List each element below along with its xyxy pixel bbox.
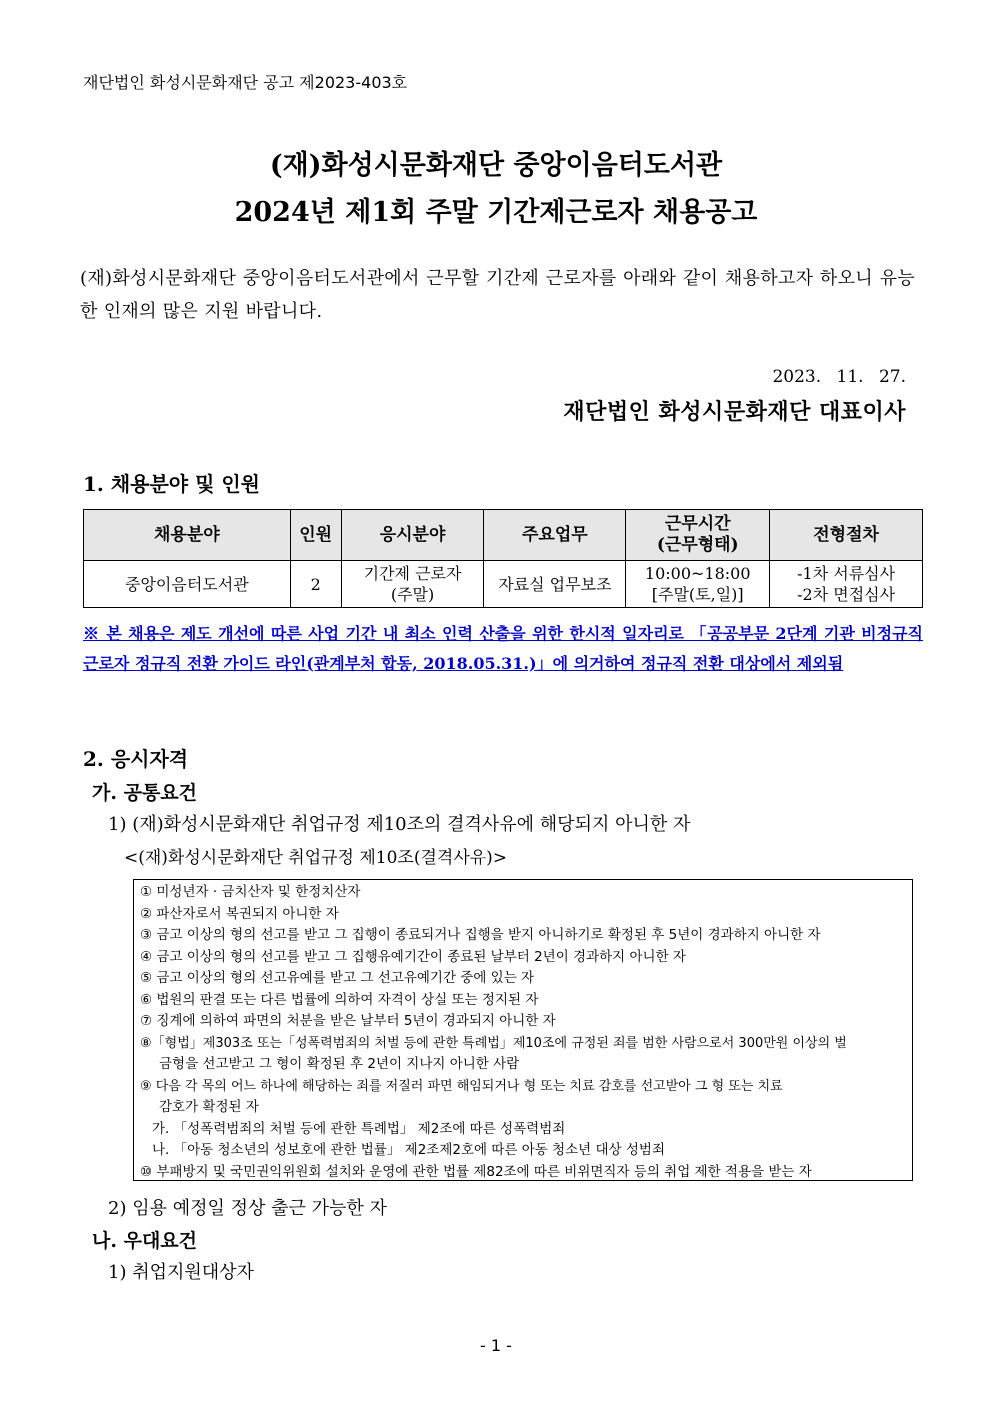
requirement-item-1: 1) (재)화성시문화재단 취업규정 제10조의 결격사유에 해당되지 아니한 자 [108,814,691,835]
intro-paragraph: (재)화성시문화재단 중앙이음터도서관에서 근무할 기간제 근로자를 아래와 같이 채용하고자 하오니 유능한 인재의 많은 지원 바랍니다. [80,268,915,322]
cell-process-line2: -2차 면접심사 [797,585,896,604]
cell-hours-line1: 10:00~18:00 [644,564,751,583]
recruitment-table [83,509,923,608]
cell-process-line1: -1차 서류심사 [797,564,896,583]
cell-field: 중앙이음터도서관 [84,561,291,608]
section1-heading: 1. 채용분야 및 인원 [83,472,261,496]
page-title-line1: (재)화성시문화재단 중앙이음터도서관 [269,150,723,181]
rule-caption: <(재)화성시문화재단 취업규정 제10조(결격사유)> [124,848,508,868]
disqualification-box [133,879,913,1181]
header-duty: 주요업무 [484,510,626,561]
rule-9-cont: 감호가 확정된 자 [159,1099,259,1115]
cell-type-line1: 기간제 근로자 [363,564,462,583]
rule-3: ③ 금고 이상의 형의 선고를 받고 그 집행이 종료되거나 집행을 받지 아니하기로 확정된 후 5년이 경과하지 아니한 자 [140,927,821,943]
cell-type-line2: (주말) [390,585,435,604]
table-header-row [84,510,923,561]
rule-10: ⑩ 부패방지 및 국민권익위원회 설치와 운영에 관한 법률 제82조에 따른 비위면직자 등의 취업 제한 적용을 받는 자 [140,1163,812,1180]
notice-date: 2023. 11. 27. [772,367,906,387]
header-type: 응시분야 [341,510,484,561]
table-row [84,561,923,608]
subsection-b-heading: 나. 우대요건 [92,1230,197,1252]
rule-8-cont: 금형을 선고받고 그 형이 확정된 후 2년이 지나지 아니한 사람 [159,1056,520,1072]
rule-6: ⑥ 법원의 판결 또는 다른 법률에 의하여 자격이 상실 또는 정지된 자 [140,991,539,1008]
header-hours-line2: (근무형태) [656,535,739,555]
rule-2: ② 파산자로서 복권되지 아니한 자 [140,905,339,922]
page-title-line2: 2024년 제1회 주말 기간제근로자 채용공고 [234,197,758,228]
header-hours [626,510,770,561]
rule-9-sub-a: 가. 「성폭력범죄의 처벌 등에 관한 특례법」 제2조에 따른 성폭력범죄 [152,1120,566,1137]
cell-hours [626,561,770,608]
header-hours-line1: 근무시간 [664,514,731,534]
rule-4: ④ 금고 이상의 형의 선고를 받고 그 집행유예기간이 종료된 날부터 2년이 경과하지 아니한 자 [140,948,686,965]
rule-8: ⑧「형법」제303조 또는「성폭력범죄의 처벌 등에 관한 특례법」제10조에 규정된 죄를 범한 사람으로서 300만원 이상의 벌 [140,1035,847,1051]
signature: 재단법인 화성시문화재단 대표이사 [563,399,906,425]
rule-9: ⑨ 다음 각 목의 어느 하나에 해당하는 죄를 저질러 파면 해임되거나 형 또는 치료 감호를 선고받아 그 형 또는 치료 [140,1078,783,1094]
header-process: 전형절차 [770,510,923,561]
cell-process [770,561,923,608]
requirement-item-2: 2) 임용 예정일 정상 출근 가능한 자 [108,1198,387,1219]
cell-count: 2 [290,561,341,608]
rule-9-sub-b: 나. 「아동 청소년의 성보호에 관한 법률」 제2조제2호에 따른 아동 청소년 대상 성범죄 [152,1142,665,1158]
preference-item-1: 1) 취업지원대상자 [108,1262,254,1283]
notice-number: 재단법인 화성시문화재단 공고 제2023-403호 [83,73,408,92]
rule-7: ⑦ 징계에 의하여 파면의 처분을 받은 날부터 5년이 경과되지 아니한 자 [140,1013,556,1029]
rule-1: ① 미성년자 · 금치산자 및 한정치산자 [140,884,361,900]
exclusion-notice: ※ 본 채용은 제도 개선에 따른 사업 기간 내 최소 인력 산출을 위한 한시적 일자리로 「공공부문 2단계 기관 비정규직 근로자 정규직 전환 가이드 라인(관계부처 합동, 2018.05.31.)」에 의거하여 정규직 전환 대상에서 제외됨 [83,624,923,673]
subsection-a-heading: 가. 공통요건 [92,782,197,804]
cell-hours-line2: [주말(토,일)] [651,585,744,604]
header-field: 채용분야 [84,510,291,561]
rule-5: ⑤ 금고 이상의 형의 선고유예를 받고 그 선고유예기간 중에 있는 자 [140,970,535,986]
section2-heading: 2. 응시자격 [83,747,189,771]
cell-type [341,561,484,608]
header-count: 인원 [290,510,341,561]
page-number: - 1 - [480,1336,512,1355]
cell-duty: 자료실 업무보조 [484,561,626,608]
